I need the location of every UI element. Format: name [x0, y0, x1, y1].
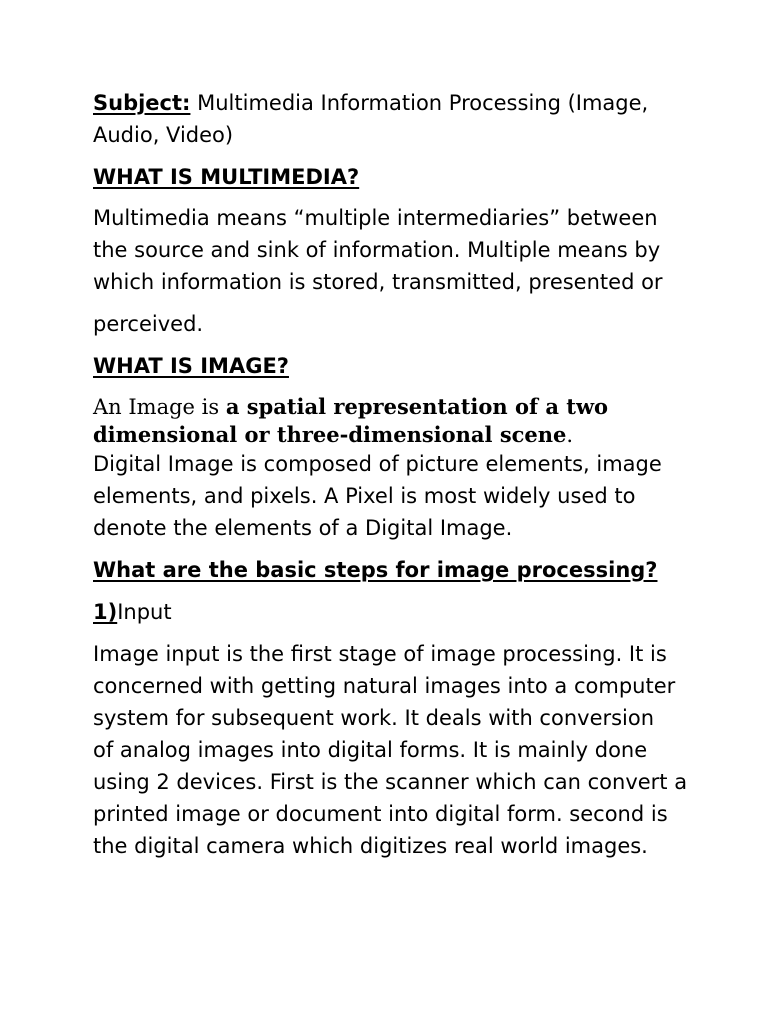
definition-period: .: [566, 423, 574, 447]
step-1-label: Input: [117, 600, 172, 624]
subject-label: Subject:: [93, 91, 191, 115]
paragraph-line: which information is stored, transmitted, presented or: [93, 270, 663, 294]
subject-line-1: [93, 87, 693, 119]
definition-bold-1: a spatial representation of a two: [225, 394, 609, 419]
step-1-number: 1): [93, 600, 118, 624]
step-1-heading: [93, 596, 693, 628]
definition-line-1: [93, 393, 693, 421]
heading-multimedia: WHAT IS MULTIMEDIA?: [93, 165, 360, 189]
input-paragraph: [93, 638, 693, 862]
paragraph-line: system for subsequent work. It deals with conversion: [93, 706, 655, 730]
image-definition: [93, 393, 693, 449]
multimedia-paragraph: [93, 202, 693, 298]
paragraph-line: Digital Image is composed of picture elements, image: [93, 452, 662, 476]
paragraph-line: Multimedia means “multiple intermediaries” between: [93, 206, 658, 230]
paragraph-line: of analog images into digital forms. It is mainly done: [93, 738, 648, 762]
subject-text-line-1: Multimedia Information Processing (Image,: [197, 91, 649, 115]
paragraph-line: denote the elements of a Digital Image.: [93, 516, 513, 540]
paragraph-line: Image input is the first stage of image processing. It is: [93, 642, 667, 666]
definition-line-2: [93, 421, 693, 449]
subject-text-line-2: Audio, Video): [93, 123, 234, 147]
paragraph-line: the source and sink of information. Multiple means by: [93, 238, 661, 262]
digital-image-paragraph: [93, 448, 693, 544]
heading-image: WHAT IS IMAGE?: [93, 354, 289, 378]
paragraph-line: concerned with getting natural images into a computer: [93, 674, 676, 698]
definition-bold-2: dimensional or three-dimensional scene: [93, 422, 567, 447]
paragraph-line: the digital camera which digitizes real world images.: [93, 834, 648, 858]
definition-lead: An Image is: [93, 395, 226, 419]
paragraph-line: elements, and pixels. A Pixel is most widely used to: [93, 484, 636, 508]
heading-steps: What are the basic steps for image processing?: [93, 558, 658, 582]
subject-block: [93, 87, 693, 151]
multimedia-paragraph-end: perceived.: [93, 312, 204, 336]
paragraph-line: printed image or document into digital form. second is: [93, 802, 668, 826]
paragraph-line: using 2 devices. First is the scanner which can convert a: [93, 770, 688, 794]
